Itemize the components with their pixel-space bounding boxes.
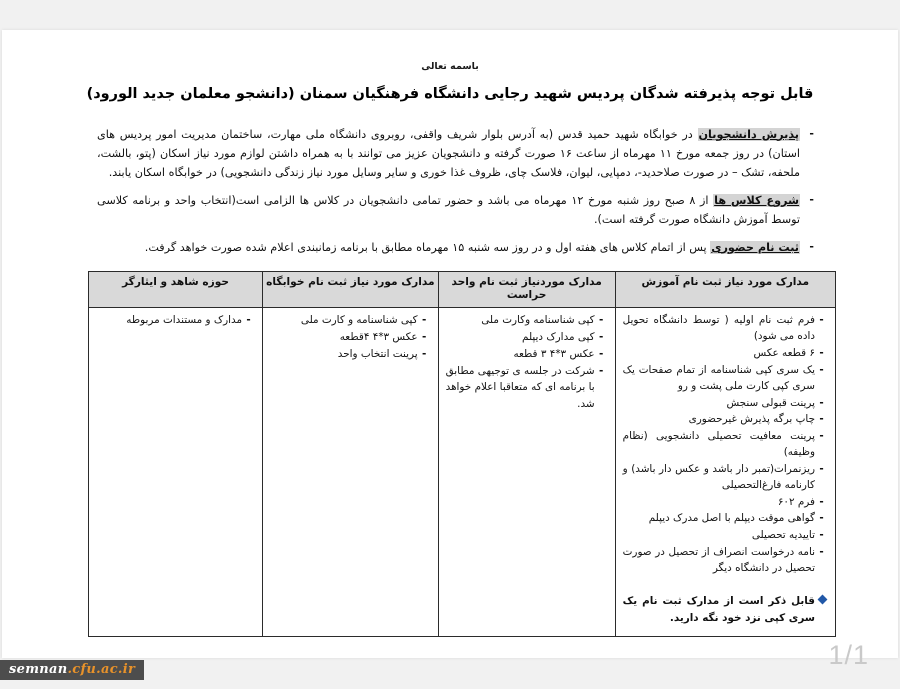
bullet-dash: - [819,314,824,327]
bullet-dash: - [598,314,604,327]
bullet-dash: - [246,314,251,327]
bullet-dash: - [598,364,604,377]
list-item: - گواهی موقت دیپلم با اصل مدرک دیپلم [623,510,828,526]
page-content [2,30,898,658]
bullet-dash: - [819,512,824,525]
table-header-education: مدارک مورد نیاز ثبت نام آموزش [615,271,835,307]
education-note [623,593,828,626]
table-cell-shahed [89,308,263,637]
table-header-security: مدارک موردنیاز ثبت نام واحد حراست [438,271,615,307]
requirements-table [88,271,836,637]
list-item: - پرینت انتخاب واحد [270,346,431,362]
table-cell-education [615,308,835,637]
document-page [2,30,898,658]
watermark-prefix: semnan [9,662,68,677]
list-item: - شرکت در جلسه ی توجیهی مطابق با برنامه ای که متعاقبا اعلام خواهد شد. [446,363,608,412]
table-cell-security [438,308,615,637]
dormitory-document-list [270,312,431,362]
intro-item [97,125,814,182]
list-item: - ۶ قطعه عکس [623,345,828,361]
highlighted-phrase: ثبت نام حضوری [711,240,799,254]
bullet-dash: - [819,413,824,426]
list-item: - نامه درخواست انصراف از تحصیل در صورت تحصیل در دانشگاه دیگر [623,544,828,576]
highlighted-phrase: پذیرش دانشجویان [698,127,800,141]
diamond-bullet-icon [815,593,828,603]
basmala-line: باسمه تعالی [421,61,479,72]
bullet-dash: - [598,330,604,343]
intro-item-body: از ۸ صبح روز شنبه مورخ ۱۲ مهرماه می باشد و حضور تمامی دانشجویان در کلاس ها الزامی است(انتخاب واحد و برنامه کلاسی توسط آموزش دانشگاه صورت گرفته است). [97,193,800,226]
requirements-table-wrapper [2,271,898,637]
table-header-row [89,271,836,307]
security-document-list [446,312,608,412]
bullet-dash: - [421,330,427,343]
list-item: - کپی شناسنامه وکارت ملی [446,312,608,328]
list-item: - کپی مدارک دیپلم [446,329,608,345]
watermark-suffix: .cfu.ac.ir [67,662,136,677]
list-item: - عکس ۳*۴ ۴قطعه [270,329,431,345]
table-row [89,308,836,637]
education-note-text: قابل ذکر است از مدارک ثبت نام یک سری کپی نزد خود نگه دارید. [622,595,815,624]
list-item: - فرم ثبت نام اولیه ( توسط دانشگاه تحویل داده می شود) [623,312,828,344]
bullet-dash: - [819,462,824,475]
intro-list [2,125,898,257]
list-item: - ریزنمرات(تمبر دار باشد و عکس دار باشد) و کارنامه فارغ‌التحصیلی [623,461,828,493]
site-watermark [0,660,144,680]
intro-item-body: در خوابگاه شهید حمید قدس (به آدرس بلوار شریف واقفی، روبروی دانشگاه ملی مهارت، ساختمان مدیریت امور پردیس های استان) در روز جمعه مورخ ۱۱ مهرماه از ساعت ۱۶ صورت گرفته و دانشجویان عزیز می توانند با به همراه داشتن لوازم مورد نیاز اسکان (پتو، بالشت، ملحفه، تشک – در صورت صلاحدید-، دمپایی، لیوان، فلاسک چای، ظروف غذا خوری و سایر وسایل مورد نیاز زندگی دانشجویی) در خوابگاه اسکان یابند. [97,127,800,179]
page-title: قابل توجه پذیرفته شدگان پردیس شهید رجایی دانشگاه فرهنگیان سمنان (دانشجو معلمان جدید الورود) [86,86,814,102]
table-cell-dormitory [263,308,439,637]
bullet-dash: - [819,495,824,508]
list-item: - چاپ برگه پذیرش غیرحضوری [623,411,828,427]
list-item: - عکس ۳*۴ ۳ قطعه [446,346,608,362]
intro-item-text [97,125,800,182]
bullet-dash: - [819,429,824,442]
bullet-dash: - [598,347,604,360]
intro-item-body: پس از اتمام کلاس های هفته اول و در روز سه شنبه ۱۵ مهرماه مطابق با برنامه زمانبندی اعلام شده صورت خواهد گرفت. [144,240,711,254]
list-item: - پرینت قبولی سنجش [623,395,828,411]
list-item: - پرینت معافیت تحصیلی دانشجویی (نظام وظیفه) [623,428,828,460]
bullet-dash: - [421,347,427,360]
bullet-dash: - [819,346,824,359]
bullet-dash: - [421,314,427,327]
page-indicator: 1/1 [828,640,869,670]
bullet-dash: - [809,239,814,253]
intro-item-text [97,238,800,257]
table-header-dormitory: مدارک مورد نیاز ثبت نام خوابگاه [263,271,439,307]
list-item: - تاییدیه تحصیلی [623,527,828,543]
bullet-dash: - [819,545,824,558]
bullet-dash: - [819,363,824,376]
bullet-dash: - [819,529,824,542]
list-item: - فرم ۶۰۲ [623,494,828,510]
intro-item-text [97,191,800,229]
intro-item [97,238,814,257]
highlighted-phrase: شروع کلاس ها [714,193,800,207]
table-header-shahed: حوزه شاهد و ایثارگر [89,271,263,307]
education-document-list [623,312,828,576]
list-item: - کپی شناسنامه و کارت ملی [270,312,431,328]
bullet-dash: - [809,192,814,206]
list-item: - یک سری کپی شناسنامه از تمام صفحات یک سری کپی کارت ملی پشت و رو [623,362,828,394]
bullet-dash: - [809,126,814,140]
list-item: - مدارک و مستندات مربوطه [96,312,255,328]
shahed-document-list [96,312,255,328]
intro-item [97,191,814,229]
bullet-dash: - [819,396,824,409]
